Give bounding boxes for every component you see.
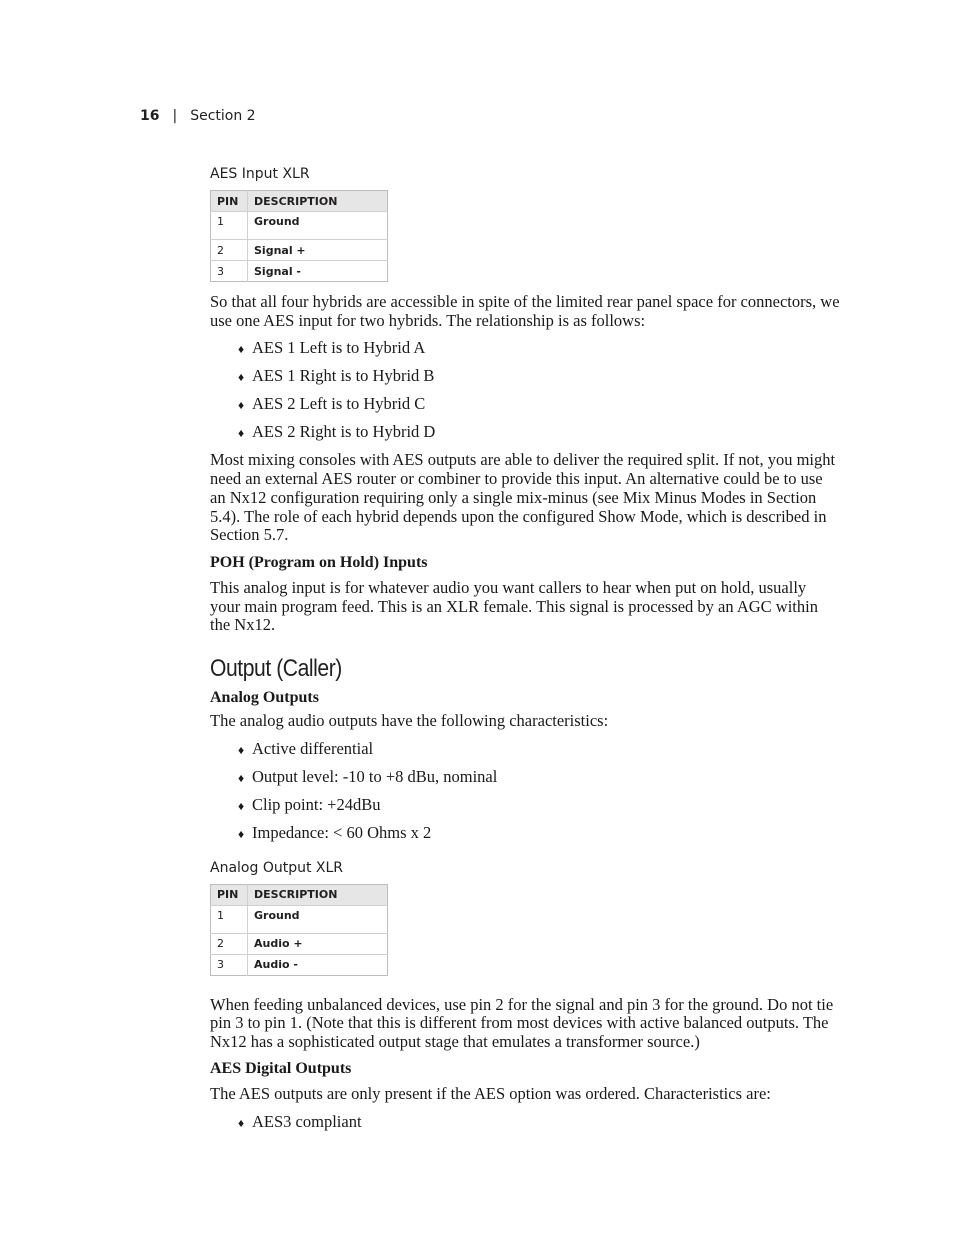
section-heading-output-caller: Output (Caller) <box>210 655 342 683</box>
list-item <box>238 1113 840 1141</box>
table-header-row <box>211 884 388 905</box>
list-item <box>238 339 840 367</box>
table-header-row <box>211 191 388 212</box>
list-item-text: Active differential <box>252 738 374 758</box>
list-item <box>238 796 840 824</box>
list-item <box>238 423 840 451</box>
list-item-text: AES 2 Left is to Hybrid C <box>252 394 426 414</box>
list-item-text: AES3 compliant <box>252 1111 362 1131</box>
paragraph-aes-outputs: The AES outputs are only present if the AES option was ordered. Characteristics are: <box>210 1083 771 1103</box>
list-item <box>238 367 840 395</box>
description-cell: Audio + <box>248 933 388 954</box>
bullet-diamond-icon: ♦ <box>238 770 245 785</box>
list-item <box>238 824 840 852</box>
pin-cell: 3 <box>211 261 248 282</box>
header-separator: | <box>172 108 178 124</box>
pin-cell: 2 <box>211 240 248 261</box>
analog-output-table <box>210 884 388 976</box>
bullet-diamond-icon: ♦ <box>238 798 245 813</box>
bullet-diamond-icon: ♦ <box>238 742 245 757</box>
aes-characteristics-list <box>210 1113 840 1141</box>
analog-outputs-heading: Analog Outputs <box>210 689 319 707</box>
section-label: Section 2 <box>190 108 256 124</box>
paragraph-hybrid-relationship: So that all four hybrids are accessible in spite of the limited rear panel space for connectors, we use one AES input for two hybrids. The relationship is as follows: <box>210 292 840 330</box>
analog-output-table-title-wrap <box>210 860 840 884</box>
pin-cell: 3 <box>211 954 248 975</box>
pin-cell: 1 <box>211 212 248 240</box>
list-item-text: AES 1 Left is to Hybrid A <box>252 338 426 358</box>
table-row <box>211 212 388 240</box>
analog-output-table-title: Analog Output XLR <box>210 859 344 876</box>
description-header: DESCRIPTION <box>248 884 388 905</box>
paragraph-mixing-consoles: Most mixing consoles with AES outputs are able to deliver the required split. If not, you might need an external AES router or combiner to provide this input. An alternative could be to use an Nx12 configuration requiring only a single mix-minus (see Mix Minus Modes in Section 5.4). The role of each hybrid depends upon the configured Show Mode, which is described in Section 5.7. <box>210 450 836 545</box>
list-item-text: Clip point: +24dBu <box>252 794 381 814</box>
paragraph-analog-characteristics: The analog audio outputs have the following characteristics: <box>210 711 609 731</box>
bullet-diamond-icon: ♦ <box>238 826 245 841</box>
pin-header: PIN <box>211 884 248 905</box>
paragraph-unbalanced-devices: When feeding unbalanced devices, use pin 2 for the signal and pin 3 for the ground. Do not tie pin 3 to pin 1. (Note that this is different from most devices with active balanced outputs. The Nx12 has a sophisticated output stage that emulates a transformer source.) <box>210 994 834 1052</box>
table-row <box>211 933 388 954</box>
description-cell: Ground <box>248 905 388 933</box>
aes-input-table-title: AES Input XLR <box>210 166 310 182</box>
list-item-text: Impedance: < 60 Ohms x 2 <box>252 822 432 842</box>
list-item-text: Output level: -10 to +8 dBu, nominal <box>252 766 498 786</box>
list-item <box>238 740 840 768</box>
pin-header: PIN <box>211 191 248 212</box>
description-cell: Audio - <box>248 954 388 975</box>
page-number: 16 <box>140 108 160 124</box>
description-cell: Signal - <box>248 261 388 282</box>
list-item-text: AES 1 Right is to Hybrid B <box>252 366 435 386</box>
table-row <box>211 905 388 933</box>
list-item <box>238 768 840 796</box>
bullet-diamond-icon: ♦ <box>238 426 245 441</box>
paragraph-poh: This analog input is for whatever audio you want callers to hear when put on hold, usually your main program feed. This is an XLR female. This signal is processed by an AGC within the Nx12. <box>210 577 818 635</box>
pin-cell: 1 <box>211 905 248 933</box>
page-header <box>140 108 256 124</box>
table-row <box>211 954 388 975</box>
description-cell: Ground <box>248 212 388 240</box>
bullet-diamond-icon: ♦ <box>238 342 245 357</box>
bullet-diamond-icon: ♦ <box>238 1115 245 1130</box>
table-row <box>211 240 388 261</box>
bullet-diamond-icon: ♦ <box>238 370 245 385</box>
description-header: DESCRIPTION <box>248 191 388 212</box>
pin-cell: 2 <box>211 933 248 954</box>
hybrid-mapping-list <box>210 339 840 451</box>
page-content <box>210 166 840 1141</box>
list-item <box>238 395 840 423</box>
description-cell: Signal + <box>248 240 388 261</box>
table-row <box>211 261 388 282</box>
aes-digital-outputs-heading: AES Digital Outputs <box>210 1059 352 1077</box>
bullet-diamond-icon: ♦ <box>238 398 245 413</box>
poh-heading: POH (Program on Hold) Inputs <box>210 553 428 571</box>
aes-input-table <box>210 190 388 282</box>
list-item-text: AES 2 Right is to Hybrid D <box>252 422 436 442</box>
analog-characteristics-list <box>210 740 840 852</box>
aes-input-table-title-wrap <box>210 166 840 190</box>
